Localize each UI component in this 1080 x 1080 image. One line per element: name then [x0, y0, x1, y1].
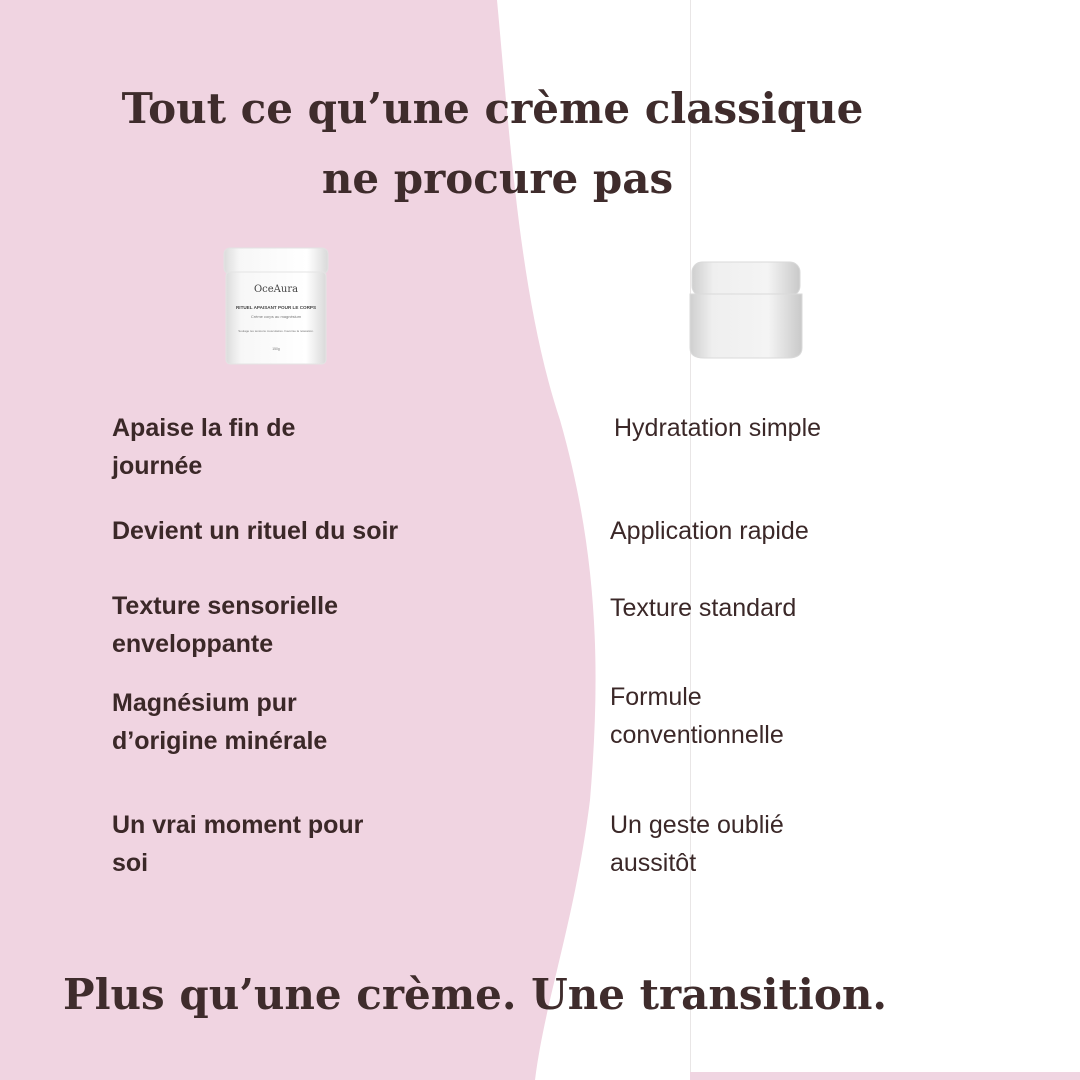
- left-benefit-5: Un vrai moment pour soi: [112, 811, 364, 877]
- right-feature-5: Un geste oublié aussitôt: [610, 811, 784, 877]
- plain-cream-jar: [688, 258, 804, 362]
- left-benefit-3: Texture sensorielle enveloppante: [112, 592, 339, 658]
- jar-weight: 150g: [272, 347, 280, 351]
- jar-brand: OceAura: [253, 284, 299, 295]
- headline-line-2: ne procure pas: [321, 154, 674, 203]
- jar-description: Soulage les tensions musculaires. Favorise la relaxation.: [238, 329, 314, 333]
- right-feature-2: Application rapide: [610, 517, 809, 545]
- left-benefit-1: Apaise la fin de journée: [112, 414, 296, 480]
- jar-name: RITUEL APAISANT POUR LE CORPS: [235, 305, 317, 310]
- left-benefit-2: Devient un rituel du soir: [112, 517, 399, 545]
- bottom-accent-strip: [690, 1072, 1080, 1080]
- footer-tagline: Plus qu’une crème. Une transition.: [62, 970, 888, 1019]
- headline-line-1: Tout ce qu’une crème classique: [121, 84, 864, 133]
- jar-subtitle: Crème corps au magnésium: [250, 314, 302, 319]
- right-feature-3: Texture standard: [610, 594, 797, 622]
- oceaura-cream-jar: [222, 246, 330, 368]
- right-feature-1: Hydratation simple: [614, 414, 822, 442]
- left-benefit-4: Magnésium pur d’origine minérale: [112, 689, 328, 755]
- right-feature-4: Formule conventionnelle: [610, 683, 784, 749]
